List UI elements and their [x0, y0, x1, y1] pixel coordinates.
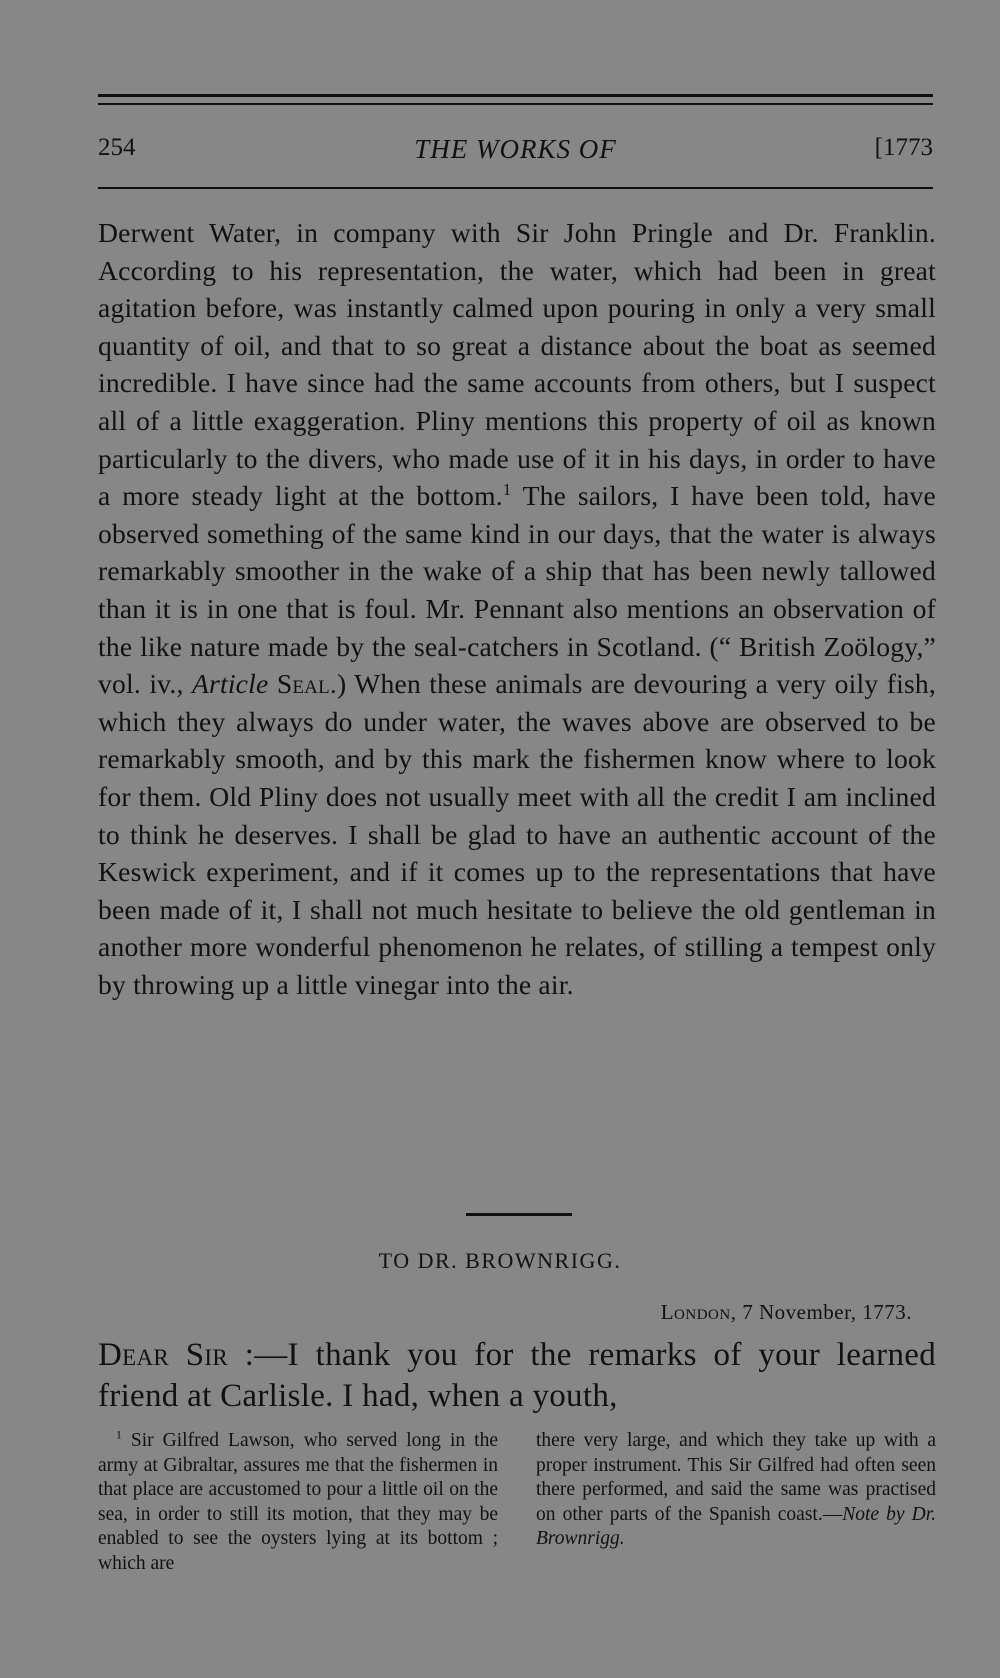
body-segment: The sailors, I have been told, have observed something of the same kind in our days, that the water is always remarkably smoother in the wake of a ship that has been newly tallowed than it is in one that is foul. Mr. Pennant also mentions an observation of the like nature made by the seal-catchers in Scotland. (“ British Zoölogy,” vol. iv., — [98, 480, 936, 700]
dateline-place: London — [660, 1300, 731, 1324]
article-italic: Article — [191, 668, 269, 700]
body-segment: Derwent Water, in company with Sir John Pringle and Dr. Franklin. According to his representation, the water, which had been in great agitation before, was instantly calmed upon pouring in only a very small quantity of oil, and that to so great a distance about the boat as seemed incredible. I have since had the same accounts from others, but I suspect all of a little exaggeration. Pliny mentions this property of oil as known particularly to the divers, who made use of it in his days, in order to have a more steady light at the bottom. — [98, 217, 936, 512]
letter-opening-text: :—I thank you for the remarks of your learned friend at Carlisle. I had, when a youth, — [98, 1337, 936, 1414]
footnote-column-1 — [98, 1429, 498, 1577]
top-double-rule-lower — [98, 103, 933, 105]
top-double-rule-upper — [98, 94, 933, 97]
running-title: THE WORKS OF — [414, 134, 617, 164]
footnote-text-col1: Sir Gilfred Lawson, who served long in the army at Gibraltar, assures me that the fishermen in that place are accustomed to pour a little oil on the sea, in order to still its motion, that they may be enabled to see the oysters lying at its bottom ; which are — [98, 1430, 498, 1574]
body-segment: .) When these animals are devouring a very oily fish, which they always do under water, the waves above are observed to be remarkably smooth, and by this mark the fishermen know where to look for them. Old Pliny does not usually meet with all the credit I am inclined to think he deserves. I shall be glad to have an authentic account of the Keswick experiment, and if it comes up to the representations that have been made of it, I shall not much hesitate to believe the old gentleman in another more wonderful phenomenon he relates, of stilling a tempest only by throwing up a little vinegar into the air. — [98, 668, 936, 1000]
head-rule — [98, 187, 933, 189]
footnote-text-cont — [536, 1429, 936, 1552]
body-paragraph — [98, 214, 936, 1003]
seal-smallcaps: Seal — [276, 668, 330, 700]
dateline-date: , 7 November, 1773. — [730, 1300, 912, 1324]
section-separator — [466, 1213, 572, 1216]
letter-heading: TO DR. BROWNRIGG. — [378, 1248, 622, 1273]
page-number: 254 — [98, 134, 136, 161]
body-segment — [268, 668, 276, 699]
letter-paragraph — [98, 1335, 936, 1417]
body-text — [98, 214, 936, 1003]
footnote-column-2 — [536, 1429, 936, 1577]
running-year: [1773 — [874, 134, 933, 161]
footnote — [98, 1429, 936, 1577]
letter-opening — [98, 1335, 936, 1417]
letter-dateline — [661, 1300, 912, 1325]
salutation: Dear Sir — [98, 1337, 229, 1373]
footnote-attribution: Note by Dr. Brownrigg. — [536, 1503, 936, 1550]
running-head — [98, 134, 933, 174]
footnote-marker: 1 — [116, 1428, 122, 1442]
footnote-text — [98, 1429, 498, 1577]
footnote-text-col2: there very large, and which they take up with a proper instrument. This Sir Gilfred had often seen there performed, and said the same was practised on other parts of the Spanish coast.— — [536, 1430, 936, 1525]
footnote-ref: 1 — [502, 479, 512, 499]
